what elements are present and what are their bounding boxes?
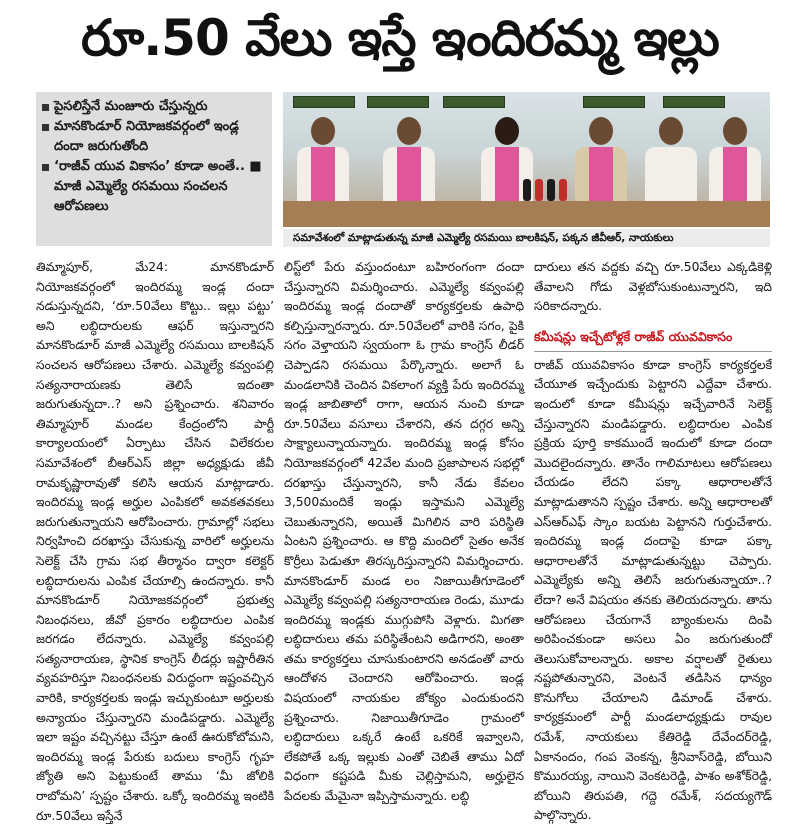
article-paragraph: తిమ్మాపూర్, మే24: మానకొండూర్ నియోజకవర్గంలో ఇందిరమ్మ ఇండ్ల దందా నడుస్తున్నదని, ‘రూ.50వేలు కొట్టు.. ఇల్లు పట్టు’ అని లబ్ధిదారులకు ఆఫర్ ఇస్తున్నారని మానకొండూర్ మాజీ ఎమ్మెల్యే రసమయి బాలకిషన్ సంచలన ఆరోపణలు చేశారు. ఎమ్మెల్యే కవ్వంపల్లి సత్యనారాయణకు తెలిసే ఇదంతా జరుగుతున్నదా..? అని ప్రశ్నించారు. శనివారం తిమ్మాపూర్ మండల కేంద్రంలోని పార్టీ కార్యాలయంలో ఏర్పాటు చేసిన విలేకరుల సమావేశంలో బీఆర్ఎస్ జిల్లా అధ్యక్షుడు జీవీ రామకృష్ణారావుతో కలిసి ఆయన మాట్లాడారు. ఇందిరమ్మ ఇండ్ల అర్హుల ఎంపికలో అవకతవకలు జరుగుతున్నాయని ఆరోపించారు. గ్రామాల్లో సభలు నిర్వహించి దరఖాస్తు చేసుకున్న వారిలో అర్హులను సెలెక్ట్ చేసి గ్రామ సభ తీర్మానం ద్వారా కలెక్టర్ లబ్ధిదారులను ఎంపిక చేయాల్సి ఉందన్నారు. కానీ మానకొండూర్ నియోజకవర్గంలో ప్రభుత్వ నిబంధనలు, జీవో ప్రకారం లబ్ధిదారుల ఎంపిక జరగడం లేదన్నారు. ఎమ్మెల్యే కవ్వంపల్లి సత్యనారాయణ, స్థానిక కాంగ్రెస్ లీడర్లు ఇష్టారీతిన వ్యవహరిస్తూ నిబంధనలకు విరుద్ధంగా ఇష్టంవచ్చిన వారికి, కార్యకర్తలకు ఇండ్లు ఇచ్చుకుంటూ అర్హులకు అన్యాయం చేస్తున్నారని మండిపడ్డారు. ఎమ్మెల్యే ఇలా ఇష్టం వచ్చినట్టు చేస్తూ ఉంటే ఊరుకోబోమని, ఇందిరమ్మ ఇండ్ల పేరుకు బదులు కాంగ్రెస్ గృహ జ్యోతి అని పెట్టుకుంటే తాము ‘మీ జోలికి రాబోమని’ స్పష్టం చేశారు. ఒక్కో ఇందిరమ్మ ఇంటికి రూ.50వేలు ఇస్తేనే (36, 260, 274, 823)
microphone-icon (535, 179, 543, 201)
bullet-icon (42, 124, 49, 131)
highlight-item (42, 117, 266, 157)
microphone-icon (559, 179, 567, 201)
highlight-text: ‘రాజీవ్ యువ వికాసం’ కూడా అంతే.. ■ మాజీ ఎమ్మెల్యే రసమయి సంచలన ఆరోపణలు (54, 159, 262, 214)
section-subheading: కమీషన్లు ఇచ్చేటోళ్లకే రాజీవ్ యువవికాసం (534, 327, 772, 352)
wall-frame (293, 96, 355, 108)
highlight-item (42, 157, 266, 217)
headline: రూ.50 వేలు ఇస్తే ఇందిరమ్మ ఇల్లు (81, 8, 719, 67)
person (297, 117, 349, 209)
person (709, 117, 761, 209)
press-table (283, 201, 770, 227)
article-column-2 (284, 258, 524, 807)
bullet-icon (42, 104, 49, 111)
article-column-3 (534, 258, 772, 826)
person (383, 117, 435, 209)
microphone-icon (523, 179, 531, 201)
highlights-box (36, 92, 272, 246)
wall-frame (443, 96, 505, 108)
person (645, 117, 697, 209)
press-meet-photo (283, 92, 770, 227)
microphone-icon (547, 179, 555, 201)
person (575, 117, 627, 209)
highlight-text: పైసలిస్తేనే మంజూరు చేస్తున్నరు (54, 99, 208, 114)
article-paragraph: రాజీవ్ యువవికాసం కూడా కాంగ్రెస్ కార్యకర్తలకే చేయూత ఇచ్చేందుకు పెట్టారని ఎద్దేవా చేశారు. ఇందులో కూడా కమీషన్లు ఇచ్చేవారినే సెలెక్ట్ చేస్తున్నారని మండిపడ్డారు. లబ్ధిదారుల ఎంపిక ప్రక్రియ పూర్తి కాకముందే ఇందులో కూడా దందా మొదలైందన్నారు. తానేం గాలిమాటలు ఆరోపణలు చేయడం లేదని పక్కా ఆధారాలతోనే మాట్లాడుతానని స్పష్టం చేశారు. అన్ని ఆధారాలతో ఎస్‌ఆర్ఎఫ్ స్కాం బయట పెట్టానని గుర్తుచేశారు. ఇందిరమ్మ ఇండ్ల దందాపై కూడా పక్కా ఆధారాలతోనే మాట్లాడుతున్నట్టు చెప్పారు. ఎమ్మెల్యేకు అన్ని తెలిసే జరుగుతున్నాయా..? లేదా? అనే విషయం తనకు తెలియదన్నారు. తాను ఆరోపణలు చేయగానే బ్యాంకులను దింపి అరిపించకుండా అసలు ఏం జరుగుతుందో తెలుసుకోవాలన్నారు. అకాల వర్షాలతో రైతులు నష్టపోతున్నారని, వెంటనే తడిసిన ధాన్యం కొనుగోలు చేయాలని డిమాండ్ చేశారు. కార్యక్రమంలో పార్టీ మండలాధ్యక్షుడు రావుల రమేశ్, నాయకులు కేతిరెడ్డి దేవేందర్‌రెడ్డి, ఏకానందం, గంప వెంకన్న, శ్రీనివాస్‌రెడ్డి, బోయిని కొమురయ్య, నాయిని వెంకటరెడ్డి, పాశం అశోక్‌రెడ్డి, బోయిని తిరుపతి, గద్దె రమేశ్, సదయ్యగౌడ్ పాల్గొన్నారు. (534, 357, 772, 823)
article-paragraph: దారులు తన వద్దకు వచ్చి రూ.50వేలు ఎక్కడికెళ్లి తేవాలని గోడు వెళ్లబోసుకుంటున్నారని, ఇది సరికాదన్నారు. (534, 260, 772, 314)
photo-caption: సమావేశంలో మాట్లాడుతున్న మాజీ ఎమ్మెల్యే రసమయి బాలకిషన్, పక్కన జీవీఆర్, నాయకులు (283, 229, 770, 247)
article-column-1 (36, 258, 274, 826)
wall-frame (367, 96, 429, 108)
wall-frame (583, 96, 645, 108)
highlight-item (42, 97, 266, 117)
bullet-icon (42, 164, 49, 171)
article-paragraph: లిస్ట్‌లో పేరు వస్తుందంటూ బహిరంగంగా దందా చేస్తున్నారని విమర్శించారు. ఎమ్మెల్యే కవ్వంపల్లి ఇందిరమ్మ ఇండ్ల దందాతో కార్యకర్తలకు ఉపాధి కల్పిస్తున్నారన్నారు. రూ.50వేలలో వారికి సగం, పైకి సగం వెళ్తాయని స్వయంగా ఓ గ్రామ కాంగ్రెస్ లీడర్ చెప్పాడని రసమయి పేర్కొన్నారు. అలాగే ఓ మండలానికి చెందిన వికలాంగ వ్యక్తి పేరు ఇందిరమ్మ ఇండ్ల జాబితాలో రాగా, ఆయన నుంచి కూడా రూ.50వేలు వసూలు చేశారని, తన దగ్గర అన్ని సాక్ష్యాలున్నాయన్నారు. ఇందిరమ్మ ఇండ్ల కోసం నియోజకవర్గంలో 42వేల మంది ప్రజాపాలన సభల్లో దరఖాస్తు చేస్తున్నారని, కానీ నేడు కేవలం 3,500మందికే ఇండ్లు ఇస్తామని ఎమ్మెల్యే చెబుతున్నారని, అయితే మిగిలిన వారి పరిస్థితి ఏంటని ప్రశ్నించారు. ఆ కొద్ది మందిలో సైతం అనేక కొర్రీలు పెడుతూ తిరస్కరిస్తున్నారని విమర్శించారు. మానకొండూర్ మండ లం నిజాయితీగూడెంలో ఎమ్మెల్యే కవ్వంపల్లి సత్యనారాయణ రెండు, మూడు ఇందిరమ్మ ఇండ్లకు ముగ్గుపోసి వెళ్లారు. మిగతా లబ్ధిదారులు తమ పరిస్థితేంటని అడిగారని, అంతా తమ కార్యకర్తలు చూసుకుంటారని అనడంతో వారు ఆందోళన చెందారని ఆరోపించారు. ఇండ్ల విషయంలో నాయకుల జోక్యం ఎందుకుందని ప్రశ్నించారు. నిజాయితీగూడెం గ్రామంలో లబ్ధిదారులు ఒక్కరే ఉంటే ఒకరికే ఇవ్వాలని, లేకపోతే ఒక్క ఇల్లుకు ఎంతో చెబితే తాము ఏదో విధంగా కష్టపడి మీకు చెల్లిస్తామని, అర్హులైన పేదలకు మేమైనా ఇప్పిస్తామన్నారు. లబ్ధి (284, 260, 524, 804)
wall-frame (663, 96, 725, 108)
highlight-text: మానకొండూర్ నియోజకవర్గంలో ఇండ్ల దందా జరుగుతోంది (54, 119, 239, 154)
